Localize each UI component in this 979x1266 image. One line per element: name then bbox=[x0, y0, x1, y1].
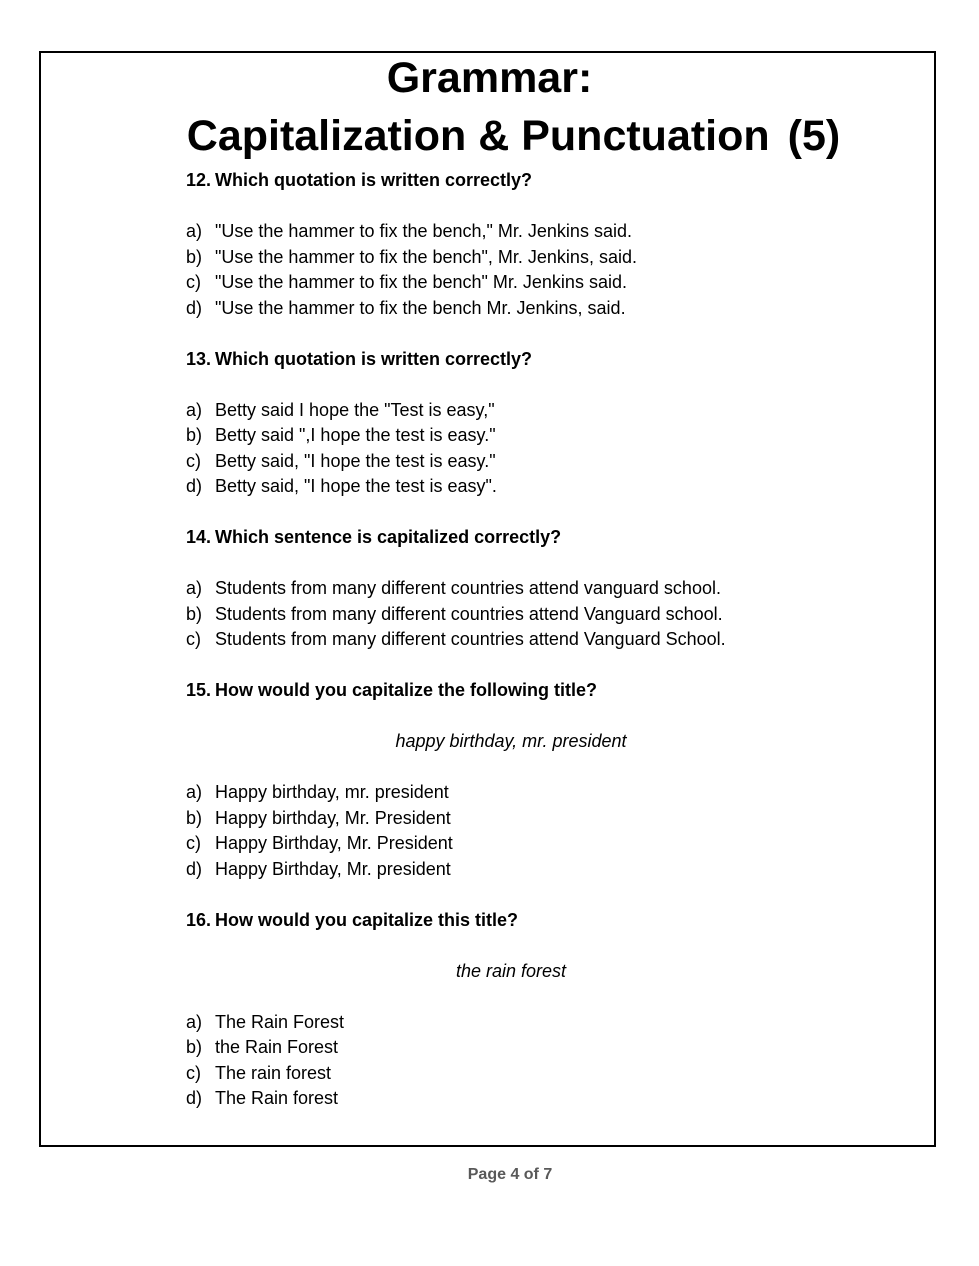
question-prompt: happy birthday, mr. president bbox=[395, 731, 627, 751]
answer-option bbox=[186, 1035, 886, 1061]
question-number: 14. bbox=[186, 527, 212, 547]
question-number: 15. bbox=[186, 680, 212, 700]
option-text: Happy Birthday, Mr. President bbox=[215, 833, 453, 853]
page-title-line1: Grammar: bbox=[386, 54, 593, 102]
option-letter: c) bbox=[186, 272, 201, 292]
page-title-line2 bbox=[24, 111, 979, 161]
answer-option bbox=[186, 474, 886, 500]
answer-option bbox=[186, 1010, 886, 1036]
question-text: Which quotation is written correctly? bbox=[215, 348, 533, 369]
option-letter: d) bbox=[186, 297, 203, 318]
spacer bbox=[186, 653, 886, 679]
option-text: The rain forest bbox=[215, 1062, 332, 1083]
option-letter: a) bbox=[186, 221, 203, 241]
answer-option bbox=[186, 423, 886, 449]
question-text: Which quotation is written correctly? bbox=[215, 170, 533, 190]
option-letter: a) bbox=[186, 1011, 203, 1032]
answer-option bbox=[186, 270, 886, 296]
option-text: Betty said, "I hope the test is easy." bbox=[215, 450, 496, 471]
answer-option bbox=[186, 1086, 886, 1112]
answer-option bbox=[186, 296, 886, 322]
answer-option bbox=[186, 449, 886, 475]
question-list bbox=[186, 168, 886, 1112]
question-heading bbox=[186, 678, 886, 704]
answer-option bbox=[186, 576, 886, 602]
page-number: Page 4 of 7 bbox=[467, 1166, 553, 1183]
option-letter: a) bbox=[186, 578, 203, 598]
option-text: Happy Birthday, Mr. president bbox=[215, 858, 451, 879]
option-letter: d) bbox=[186, 1088, 203, 1108]
question-heading bbox=[186, 525, 886, 551]
spacer bbox=[186, 194, 886, 220]
question-prompt: the rain forest bbox=[455, 960, 567, 981]
spacer bbox=[186, 882, 886, 908]
question-text: How would you capitalize this title? bbox=[215, 909, 519, 930]
page-title-text: Capitalization & Punctuation bbox=[186, 112, 770, 160]
option-text: the Rain Forest bbox=[215, 1037, 339, 1057]
option-text: The Rain Forest bbox=[215, 1011, 345, 1032]
option-letter: c) bbox=[186, 629, 201, 649]
spacer bbox=[186, 372, 886, 398]
spacer bbox=[186, 500, 886, 526]
page-title-number: (5) bbox=[787, 112, 841, 160]
option-text: The Rain forest bbox=[215, 1088, 339, 1108]
question-text: Which sentence is capitalized correctly? bbox=[215, 527, 562, 547]
spacer bbox=[186, 755, 886, 781]
option-letter: b) bbox=[186, 603, 203, 624]
option-letter: a) bbox=[186, 399, 203, 420]
option-letter: b) bbox=[186, 1037, 203, 1057]
option-letter: c) bbox=[186, 833, 201, 853]
option-letter: b) bbox=[186, 246, 203, 267]
question-number: 12. bbox=[186, 170, 212, 190]
option-text: Happy birthday, mr. president bbox=[215, 782, 449, 802]
option-text: "Use the hammer to fix the bench", Mr. Jenkins, said. bbox=[215, 246, 637, 267]
option-text: "Use the hammer to fix the bench" Mr. Jenkins said. bbox=[215, 272, 627, 292]
spacer bbox=[186, 933, 886, 959]
answer-option bbox=[186, 806, 886, 832]
option-letter: d) bbox=[186, 476, 203, 496]
option-text: Betty said I hope the "Test is easy," bbox=[215, 399, 495, 420]
option-text: Betty said, "I hope the test is easy". bbox=[215, 476, 497, 496]
question-heading bbox=[186, 168, 886, 194]
question-heading bbox=[186, 908, 886, 934]
option-letter: b) bbox=[186, 425, 203, 445]
answer-option bbox=[186, 398, 886, 424]
question-number: 13. bbox=[186, 348, 212, 369]
option-text: Students from many different countries attend Vanguard School. bbox=[215, 629, 726, 649]
answer-option bbox=[186, 1061, 886, 1087]
option-text: Happy birthday, Mr. President bbox=[215, 807, 451, 828]
option-text: Students from many different countries attend Vanguard school. bbox=[215, 603, 723, 624]
answer-option bbox=[186, 831, 886, 857]
option-text: "Use the hammer to fix the bench Mr. Jenkins, said. bbox=[215, 297, 626, 318]
option-letter: c) bbox=[186, 450, 201, 471]
question-number: 16. bbox=[186, 909, 212, 930]
answer-option bbox=[186, 245, 886, 271]
option-letter: a) bbox=[186, 782, 203, 802]
option-text: Betty said ",I hope the test is easy." bbox=[215, 425, 496, 445]
answer-option bbox=[186, 780, 886, 806]
spacer bbox=[186, 704, 886, 730]
option-letter: d) bbox=[186, 858, 203, 879]
answer-option bbox=[186, 219, 886, 245]
option-letter: c) bbox=[186, 1062, 201, 1083]
question-text: How would you capitalize the following title? bbox=[215, 680, 597, 700]
answer-option bbox=[186, 857, 886, 883]
spacer bbox=[186, 984, 886, 1010]
spacer bbox=[186, 551, 886, 577]
answer-option bbox=[186, 627, 886, 653]
answer-option bbox=[186, 602, 886, 628]
option-text: "Use the hammer to fix the bench," Mr. Jenkins said. bbox=[215, 221, 632, 241]
option-letter: b) bbox=[186, 807, 203, 828]
spacer bbox=[186, 321, 886, 347]
question-heading bbox=[186, 347, 886, 373]
option-text: Students from many different countries attend vanguard school. bbox=[215, 578, 721, 598]
